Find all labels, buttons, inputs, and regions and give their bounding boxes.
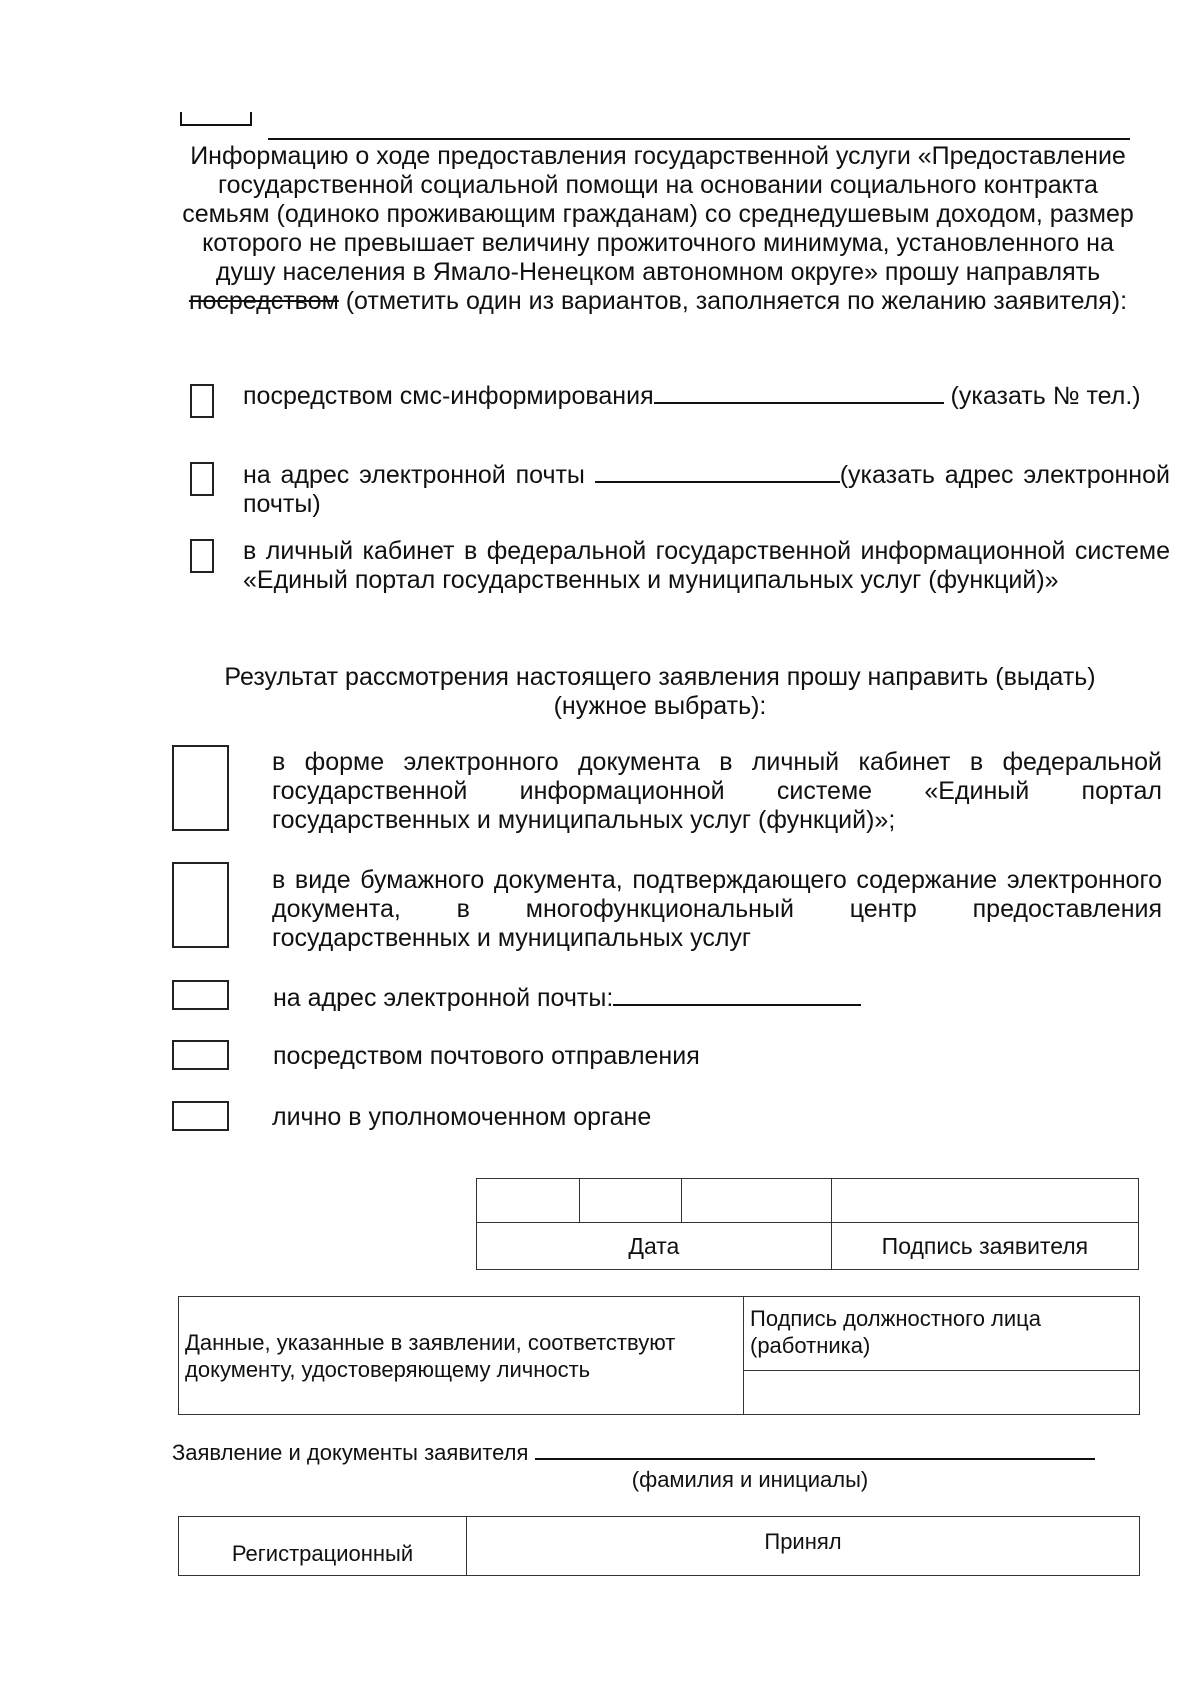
result-option-email (273, 982, 1163, 1013)
checkbox-cabinet[interactable] (190, 539, 214, 573)
result-option-epgu: в форме электронного документа в личный кабинет в федеральной государственной информационной системе «Единый портал государственных и муниципальных услуг (функций)»; (272, 748, 1162, 834)
applicant-name-blank[interactable] (535, 1440, 1095, 1460)
documents-label: Заявление и документы заявителя (172, 1440, 529, 1465)
result-option-mfc: в виде бумажного документа, подтверждающего содержание электронного документа, в многофункциональный центр предоставления государственных и муниципальных услуг (272, 866, 1162, 952)
checkbox-result-epgu[interactable] (172, 745, 229, 831)
checkbox-result-mfc[interactable] (172, 862, 229, 948)
official-signature-cell[interactable] (744, 1371, 1140, 1415)
documents-caption: (фамилия и инициалы) (631, 1467, 869, 1492)
result-heading: Результат рассмотрения настоящего заявления прошу направить (выдать) (нужное выбрать): (224, 663, 1096, 720)
option-cabinet: в личный кабинет в федеральной государственной информационной системе «Единый портал государственных и муниципальных услуг (функций)» (243, 537, 1170, 594)
info-struck-word: посредством (188, 287, 339, 315)
corner-mark (180, 112, 252, 126)
result-option-email-label: на адрес электронной почты: (273, 984, 614, 1012)
checkbox-sms[interactable] (190, 384, 214, 418)
accepted-label: Принял (467, 1517, 1140, 1576)
option-email (243, 459, 1170, 519)
verification-text: Данные, указанные в заявлении, соответствуют документу, удостоверяющему личность (179, 1297, 744, 1415)
signature-label: Подпись заявителя (831, 1223, 1138, 1270)
option-sms-label: посредством смс-информирования (243, 382, 654, 410)
option-sms (243, 380, 1170, 411)
checkbox-result-email[interactable] (172, 980, 229, 1010)
registration-table (178, 1516, 1140, 1576)
option-sms-hint: (указать № тел.) (943, 382, 1141, 410)
checkbox-result-personal[interactable] (172, 1101, 229, 1131)
date-label: Дата (477, 1223, 832, 1270)
official-signature-label: Подпись должностного лица (работника) (744, 1297, 1140, 1371)
option-email-hint: (указать адрес электронной почты) (243, 461, 1170, 518)
info-text-after: (отметить один из вариантов, заполняется по желанию заявителя): (338, 287, 1128, 315)
registration-label: Регистрационный (179, 1517, 467, 1576)
documents-line (172, 1440, 1132, 1466)
verification-table (178, 1296, 1140, 1415)
email-blank[interactable] (595, 459, 840, 483)
date-month-cell[interactable] (579, 1179, 682, 1223)
top-rule (268, 138, 1130, 140)
info-text-before: Информацию о ходе предоставления государственной услуги «Предоставление государственной социальной помощи на основании социального контракта семьям (одиноко проживающим гражданам) со среднедушевым доходом, размер которого не превышает величину прожиточного минимума, установленного на душу населения в Ямало-Ненецком автономном округе» прошу направлять (182, 142, 1134, 286)
checkbox-email[interactable] (190, 462, 214, 496)
result-option-personal: лично в уполномоченном органе (272, 1103, 652, 1131)
info-paragraph (172, 142, 1144, 316)
phone-blank[interactable] (654, 380, 944, 404)
signature-cell[interactable] (831, 1179, 1138, 1223)
date-signature-table (476, 1178, 1139, 1270)
option-email-label: на адрес электронной почты (243, 461, 595, 489)
checkbox-result-post[interactable] (172, 1040, 229, 1070)
date-day-cell[interactable] (477, 1179, 580, 1223)
result-option-post: посредством почтового отправления (273, 1042, 700, 1070)
result-email-blank[interactable] (613, 982, 861, 1006)
date-year-cell[interactable] (682, 1179, 831, 1223)
